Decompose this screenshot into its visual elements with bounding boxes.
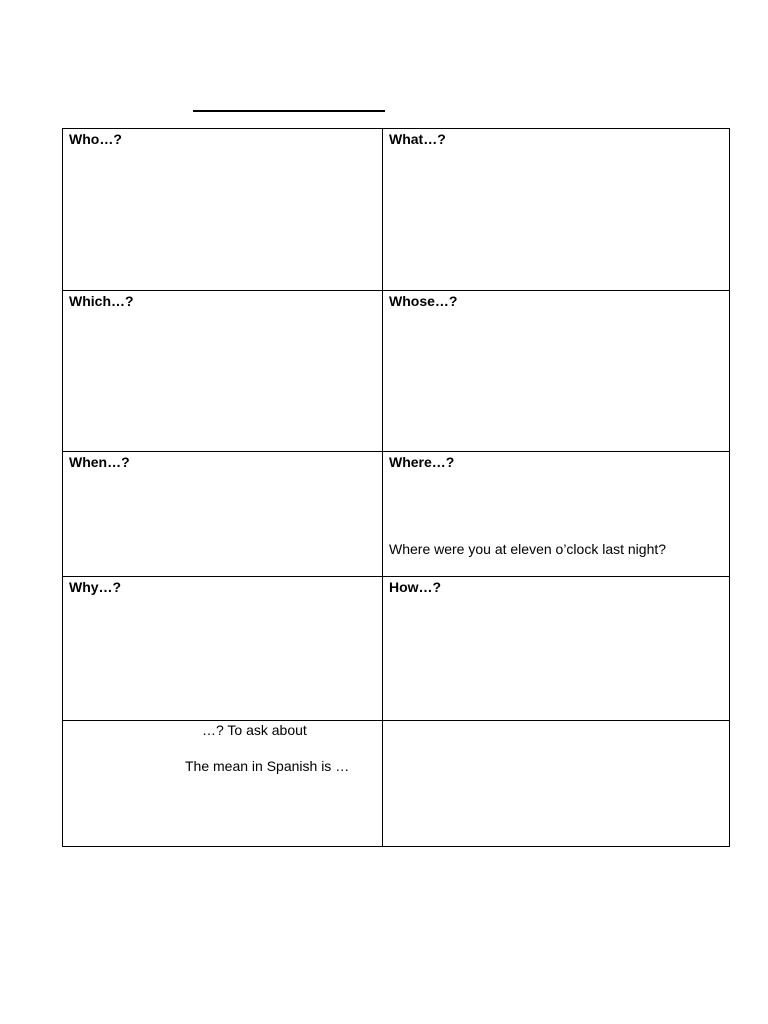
question-words-table xyxy=(62,128,730,847)
title-blank-line xyxy=(193,110,385,112)
cell-who xyxy=(63,129,383,291)
cell-why xyxy=(63,577,383,721)
heading-which: Which…? xyxy=(69,293,134,309)
heading-who: Who…? xyxy=(69,131,122,147)
cell-which xyxy=(63,291,383,452)
cell-what xyxy=(383,129,729,291)
heading-how: How…? xyxy=(389,579,442,595)
cell-footer-left xyxy=(63,721,383,846)
ask-about-label: …? To ask about xyxy=(202,722,307,738)
cell-whose xyxy=(383,291,729,452)
cell-where xyxy=(383,452,729,577)
heading-where: Where…? xyxy=(389,454,455,470)
heading-why: Why…? xyxy=(69,579,122,595)
cell-footer-right xyxy=(383,721,729,846)
heading-when: When…? xyxy=(69,454,130,470)
heading-whose: Whose…? xyxy=(389,293,458,309)
cell-how xyxy=(383,577,729,721)
spanish-meaning-label: The mean in Spanish is … xyxy=(185,758,350,774)
heading-what: What…? xyxy=(389,131,446,147)
where-example-sentence: Where were you at eleven o’clock last night? xyxy=(389,541,667,557)
cell-when xyxy=(63,452,383,577)
